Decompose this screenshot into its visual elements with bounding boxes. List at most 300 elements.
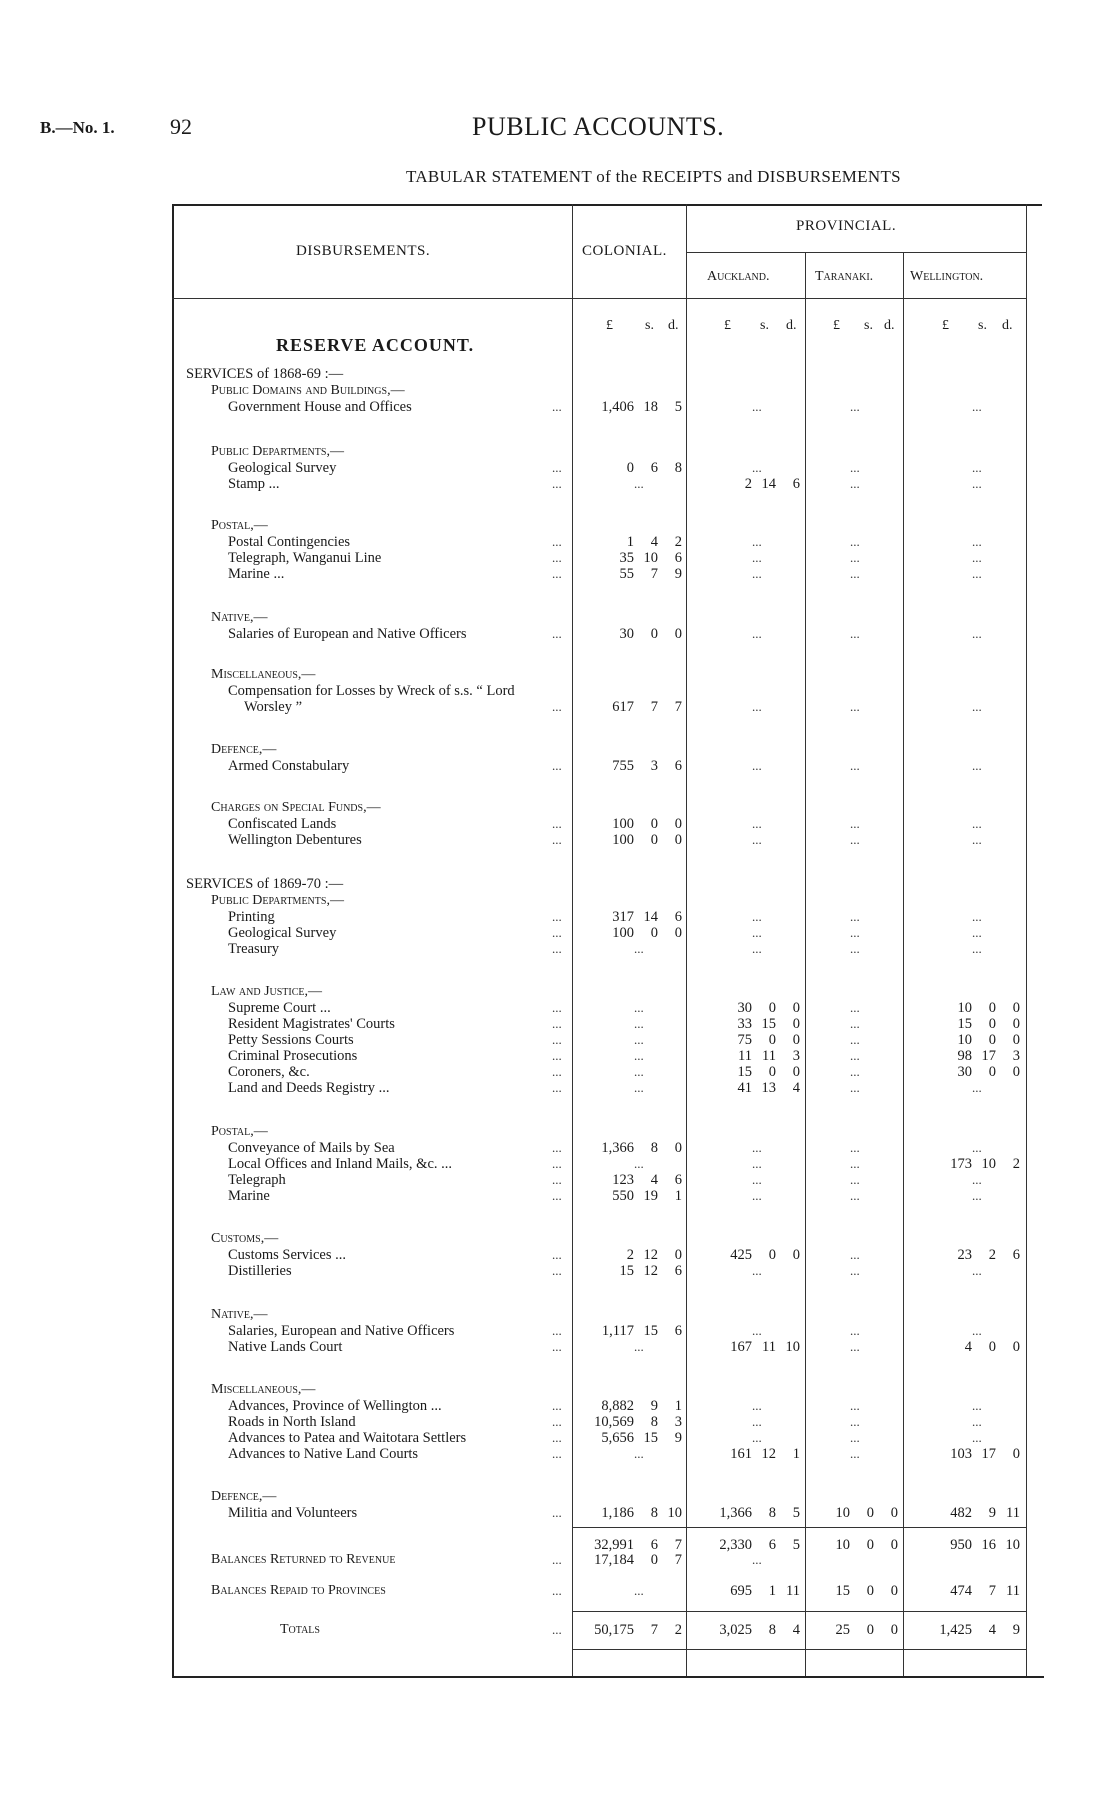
amount-pounds: 550 xyxy=(612,1188,634,1204)
rule-header-bottom xyxy=(172,298,1026,299)
amount-pence: 0 xyxy=(890,1505,898,1521)
amount-auck xyxy=(704,1016,800,1032)
amount-col xyxy=(586,816,682,832)
empty-cell-dots: ... xyxy=(752,566,762,581)
amount-shillings: 8 xyxy=(650,1414,658,1430)
amount-shillings: 0 xyxy=(650,626,658,642)
amount-tara xyxy=(802,1583,898,1599)
amount-pence: 6 xyxy=(674,1323,682,1339)
empty-cell-dots: ... xyxy=(972,1188,982,1203)
group-heading: Postal,— xyxy=(211,1124,268,1139)
amount-pounds: 2 xyxy=(626,1247,634,1263)
empty-cell-dots: ... xyxy=(972,566,982,581)
amount-well xyxy=(924,1156,1020,1172)
amount-pence: 0 xyxy=(674,816,682,832)
empty-cell-dots: ... xyxy=(850,1247,860,1262)
amount-well xyxy=(924,1000,1020,1016)
empty-cell-dots: ... xyxy=(634,1032,644,1047)
empty-cell-dots: ... xyxy=(850,1048,860,1063)
amount-pounds: 10,569 xyxy=(594,1414,634,1430)
leader-dots: ... xyxy=(552,699,562,714)
group-heading: Miscellaneous,— xyxy=(211,667,316,682)
empty-cell-dots: ... xyxy=(850,1188,860,1203)
amount-pence: 11 xyxy=(1006,1583,1020,1599)
amount-pence: 0 xyxy=(1012,1339,1020,1355)
empty-cell-dots: ... xyxy=(752,1263,762,1278)
amount-pounds: 173 xyxy=(950,1156,972,1172)
amount-shillings: 0 xyxy=(650,925,658,941)
empty-cell-dots: ... xyxy=(850,1140,860,1155)
amount-pence: 10 xyxy=(667,1505,682,1521)
amount-shillings: 3 xyxy=(650,758,658,774)
amount-shillings: 16 xyxy=(981,1537,996,1553)
empty-cell-dots: ... xyxy=(850,1446,860,1461)
unit-shilling: s. xyxy=(978,318,987,333)
empty-cell-dots: ... xyxy=(634,1339,644,1354)
group-heading: Customs,— xyxy=(211,1231,279,1246)
amount-well xyxy=(924,1032,1020,1048)
amount-pence: 7 xyxy=(674,1537,682,1553)
amount-pounds: 30 xyxy=(737,1000,752,1016)
amount-shillings: 0 xyxy=(866,1622,874,1638)
empty-cell-dots: ... xyxy=(850,1339,860,1354)
leader-dots: ... xyxy=(552,1000,562,1015)
row-label: Distilleries xyxy=(228,1263,292,1279)
empty-cell-dots: ... xyxy=(850,1000,860,1015)
page-number: 92 xyxy=(170,114,192,139)
leader-dots: ... xyxy=(552,1263,562,1278)
empty-cell-dots: ... xyxy=(850,550,860,565)
unit-pound: £ xyxy=(942,318,949,333)
amount-pence: 6 xyxy=(1012,1247,1020,1263)
amount-col xyxy=(586,832,682,848)
empty-cell-dots: ... xyxy=(850,1032,860,1047)
empty-cell-dots: ... xyxy=(972,1140,982,1155)
empty-cell-dots: ... xyxy=(634,1016,644,1031)
header-provincial: PROVINCIAL. xyxy=(796,218,897,234)
leader-dots: ... xyxy=(552,399,562,414)
rule-auckland xyxy=(686,204,687,1676)
leader-dots: ... xyxy=(552,1622,562,1637)
empty-cell-dots: ... xyxy=(850,476,860,491)
empty-cell-dots: ... xyxy=(634,476,644,491)
row-label: Printing xyxy=(228,909,275,925)
amount-well xyxy=(924,1247,1020,1263)
amount-shillings: 7 xyxy=(650,699,658,715)
leader-dots: ... xyxy=(552,534,562,549)
empty-cell-dots: ... xyxy=(850,460,860,475)
empty-cell-dots: ... xyxy=(972,816,982,831)
unit-pence: d. xyxy=(668,318,679,333)
empty-cell-dots: ... xyxy=(972,925,982,940)
empty-cell-dots: ... xyxy=(752,758,762,773)
group-heading: Law and Justice,— xyxy=(211,984,323,999)
document-reference: B.—No. 1. xyxy=(40,118,115,137)
amount-pence: 3 xyxy=(1012,1048,1020,1064)
amount-shillings: 0 xyxy=(768,1032,776,1048)
header-wellington: Wellington. xyxy=(910,269,984,284)
leader-dots: ... xyxy=(552,566,562,581)
amount-col xyxy=(586,1505,682,1521)
empty-cell-dots: ... xyxy=(850,534,860,549)
amount-shillings: 0 xyxy=(768,1000,776,1016)
leader-dots: ... xyxy=(552,1188,562,1203)
amount-shillings: 8 xyxy=(768,1622,776,1638)
amount-pence: 0 xyxy=(1012,1000,1020,1016)
empty-cell-dots: ... xyxy=(850,566,860,581)
amount-shillings: 0 xyxy=(988,1339,996,1355)
balances-returned-label: Balances Returned to Revenue xyxy=(211,1552,396,1567)
amount-shillings: 12 xyxy=(643,1263,658,1279)
row-label: Geological Survey xyxy=(228,925,337,941)
amount-shillings: 15 xyxy=(761,1016,776,1032)
empty-cell-dots: ... xyxy=(972,1172,982,1187)
amount-pence: 0 xyxy=(890,1537,898,1553)
amount-well xyxy=(924,1537,1020,1553)
leader-dots: ... xyxy=(552,941,562,956)
amount-pounds: 15 xyxy=(957,1016,972,1032)
amount-pence: 0 xyxy=(674,626,682,642)
amount-shillings: 10 xyxy=(643,550,658,566)
group-heading: Postal,— xyxy=(211,518,268,533)
amount-shillings: 15 xyxy=(643,1323,658,1339)
unit-pound: £ xyxy=(724,318,731,333)
leader-dots: ... xyxy=(552,460,562,475)
amount-shillings: 0 xyxy=(650,832,658,848)
amount-col xyxy=(586,626,682,642)
amount-pounds: 482 xyxy=(950,1505,972,1521)
unit-pound: £ xyxy=(833,318,840,333)
empty-cell-dots: ... xyxy=(752,1140,762,1155)
group-heading: Defence,— xyxy=(211,742,277,757)
empty-cell-dots: ... xyxy=(752,816,762,831)
amount-pence: 7 xyxy=(674,1552,682,1568)
amount-shillings: 0 xyxy=(650,1552,658,1568)
group-heading: Public Domains and Buildings,— xyxy=(211,383,405,398)
group-heading: Public Departments,— xyxy=(211,893,344,908)
unit-pound: £ xyxy=(606,318,613,333)
rule-total-bottom xyxy=(572,1649,1026,1650)
empty-cell-dots: ... xyxy=(634,1000,644,1015)
leader-dots: ... xyxy=(552,832,562,847)
empty-cell-dots: ... xyxy=(972,1080,982,1095)
amount-auck xyxy=(704,1339,800,1355)
amount-pence: 1 xyxy=(674,1398,682,1414)
group-heading: Public Departments,— xyxy=(211,444,344,459)
row-label: Salaries of European and Native Officers xyxy=(228,626,467,642)
amount-col xyxy=(586,1247,682,1263)
empty-cell-dots: ... xyxy=(972,1430,982,1445)
amount-pounds: 474 xyxy=(950,1583,972,1599)
amount-pence: 5 xyxy=(792,1505,800,1521)
amount-pounds: 123 xyxy=(612,1172,634,1188)
empty-cell-dots: ... xyxy=(850,1080,860,1095)
rule-colonial xyxy=(572,204,573,1676)
amount-pence: 0 xyxy=(674,1247,682,1263)
amount-pence: 0 xyxy=(792,1032,800,1048)
amount-pounds: 950 xyxy=(950,1537,972,1553)
amount-pounds: 30 xyxy=(619,626,634,642)
amount-pence: 4 xyxy=(792,1622,800,1638)
amount-pounds: 103 xyxy=(950,1446,972,1462)
empty-cell-dots: ... xyxy=(850,626,860,641)
empty-cell-dots: ... xyxy=(850,1064,860,1079)
row-label: Postal Contingencies xyxy=(228,534,351,550)
empty-cell-dots: ... xyxy=(850,758,860,773)
amount-pounds: 25 xyxy=(835,1622,850,1638)
amount-well xyxy=(924,1064,1020,1080)
empty-cell-dots: ... xyxy=(752,460,762,475)
unit-pence: d. xyxy=(1002,318,1013,333)
amount-pence: 5 xyxy=(792,1537,800,1553)
amount-pounds: 1 xyxy=(626,534,634,550)
amount-pounds: 3,025 xyxy=(719,1622,752,1638)
amount-pence: 10 xyxy=(785,1339,800,1355)
amount-col xyxy=(586,699,682,715)
leader-dots: ... xyxy=(552,1583,562,1598)
amount-pounds: 17,184 xyxy=(594,1552,634,1568)
amount-shillings: 11 xyxy=(762,1339,776,1355)
header-taranaki: Taranaki. xyxy=(815,269,874,284)
amount-well xyxy=(924,1446,1020,1462)
amount-pounds: 50,175 xyxy=(594,1622,634,1638)
amount-col xyxy=(586,1552,682,1568)
amount-auck xyxy=(704,1000,800,1016)
empty-cell-dots: ... xyxy=(972,758,982,773)
amount-pounds: 10 xyxy=(957,1032,972,1048)
row-label: Criminal Prosecutions xyxy=(228,1048,358,1064)
amount-tara xyxy=(802,1505,898,1521)
amount-shillings: 7 xyxy=(988,1583,996,1599)
amount-pounds: 1,406 xyxy=(601,399,634,415)
services-heading: SERVICES of 1869-70 :— xyxy=(186,876,344,892)
amount-pence: 6 xyxy=(674,1172,682,1188)
amount-pence: 6 xyxy=(792,476,800,492)
amount-tara xyxy=(802,1537,898,1553)
row-label: Roads in North Island xyxy=(228,1414,356,1430)
amount-pence: 9 xyxy=(674,566,682,582)
amount-pounds: 617 xyxy=(612,699,634,715)
amount-well xyxy=(924,1016,1020,1032)
leader-dots: ... xyxy=(552,1140,562,1155)
amount-pounds: 23 xyxy=(957,1247,972,1263)
empty-cell-dots: ... xyxy=(972,941,982,956)
amount-pence: 0 xyxy=(1012,1446,1020,1462)
row-label: Geological Survey xyxy=(228,460,337,476)
amount-well xyxy=(924,1583,1020,1599)
amount-shillings: 8 xyxy=(650,1505,658,1521)
empty-cell-dots: ... xyxy=(972,460,982,475)
amount-pounds: 15 xyxy=(737,1064,752,1080)
amount-shillings: 8 xyxy=(650,1140,658,1156)
amount-col xyxy=(586,1188,682,1204)
empty-cell-dots: ... xyxy=(850,816,860,831)
rule-taranaki xyxy=(805,252,806,1676)
row-label: Salaries, European and Native Officers xyxy=(228,1323,455,1339)
table-subtitle: TABULAR STATEMENT of the RECEIPTS and DISBURSEMENTS xyxy=(406,167,901,186)
rule-provincial xyxy=(686,252,1026,253)
leader-dots: ... xyxy=(552,1080,562,1095)
amount-well xyxy=(924,1622,1020,1638)
leader-dots: ... xyxy=(552,476,562,491)
balances-repaid-label: Balances Repaid to Provinces xyxy=(211,1583,386,1598)
leader-dots: ... xyxy=(552,909,562,924)
empty-cell-dots: ... xyxy=(972,399,982,414)
amount-pence: 6 xyxy=(674,758,682,774)
amount-auck xyxy=(704,1247,800,1263)
unit-pence: d. xyxy=(884,318,895,333)
amount-pence: 9 xyxy=(674,1430,682,1446)
amount-shillings: 0 xyxy=(768,1064,776,1080)
group-heading: Native,— xyxy=(211,1307,268,1322)
services-heading: SERVICES of 1868-69 :— xyxy=(186,366,344,382)
amount-shillings: 0 xyxy=(988,1000,996,1016)
empty-cell-dots: ... xyxy=(972,476,982,491)
amount-col xyxy=(586,1537,682,1553)
empty-cell-dots: ... xyxy=(972,699,982,714)
empty-cell-dots: ... xyxy=(752,925,762,940)
leader-dots: ... xyxy=(552,1016,562,1031)
empty-cell-dots: ... xyxy=(850,1263,860,1278)
amount-shillings: 9 xyxy=(650,1398,658,1414)
empty-cell-dots: ... xyxy=(972,1323,982,1338)
empty-cell-dots: ... xyxy=(752,941,762,956)
amount-shillings: 12 xyxy=(761,1446,776,1462)
amount-pence: 0 xyxy=(674,1140,682,1156)
empty-cell-dots: ... xyxy=(972,1398,982,1413)
amount-pounds: 1,366 xyxy=(601,1140,634,1156)
empty-cell-dots: ... xyxy=(752,534,762,549)
row-label: Local Offices and Inland Mails, &c. ... xyxy=(228,1156,453,1172)
leader-dots: ... xyxy=(552,925,562,940)
amount-col xyxy=(586,1622,682,1638)
amount-pounds: 15 xyxy=(619,1263,634,1279)
amount-col xyxy=(586,1140,682,1156)
leader-dots: ... xyxy=(552,1323,562,1338)
header-disbursements: DISBURSEMENTS. xyxy=(296,243,431,259)
amount-pounds: 10 xyxy=(957,1000,972,1016)
leader-dots: ... xyxy=(552,626,562,641)
amount-col xyxy=(586,1323,682,1339)
amount-pounds: 1,186 xyxy=(601,1505,634,1521)
amount-pounds: 1,117 xyxy=(601,1323,634,1339)
header-colonial: COLONIAL. xyxy=(582,243,667,259)
leader-dots: ... xyxy=(552,1048,562,1063)
amount-col xyxy=(586,1430,682,1446)
amount-col xyxy=(586,399,682,415)
amount-col xyxy=(586,1263,682,1279)
empty-cell-dots: ... xyxy=(850,699,860,714)
empty-cell-dots: ... xyxy=(752,1172,762,1187)
empty-cell-dots: ... xyxy=(634,1048,644,1063)
row-label: Native Lands Court xyxy=(228,1339,343,1355)
empty-cell-dots: ... xyxy=(752,1323,762,1338)
amount-shillings: 2 xyxy=(988,1247,996,1263)
amount-pounds: 55 xyxy=(619,566,634,582)
amount-col xyxy=(586,1414,682,1430)
empty-cell-dots: ... xyxy=(752,1552,762,1567)
amount-shillings: 12 xyxy=(643,1247,658,1263)
empty-cell-dots: ... xyxy=(972,1263,982,1278)
amount-auck xyxy=(704,1505,800,1521)
amount-pounds: 11 xyxy=(738,1048,752,1064)
leader-dots: ... xyxy=(552,1430,562,1445)
amount-pence: 0 xyxy=(890,1583,898,1599)
leader-dots: ... xyxy=(552,1398,562,1413)
row-label: Stamp ... xyxy=(228,476,280,492)
page-title: PUBLIC ACCOUNTS. xyxy=(472,112,725,141)
amount-pounds: 2,330 xyxy=(719,1537,752,1553)
row-label: Land and Deeds Registry ... xyxy=(228,1080,390,1096)
leader-dots: ... xyxy=(552,1172,562,1187)
group-heading: Defence,— xyxy=(211,1489,277,1504)
amount-col xyxy=(586,550,682,566)
empty-cell-dots: ... xyxy=(850,1323,860,1338)
amount-shillings: 0 xyxy=(866,1505,874,1521)
amount-col xyxy=(586,758,682,774)
empty-cell-dots: ... xyxy=(752,399,762,414)
row-label: Telegraph xyxy=(228,1172,286,1188)
amount-tara xyxy=(802,1622,898,1638)
row-label: Coroners, &c. xyxy=(228,1064,310,1080)
leader-dots: ... xyxy=(552,1414,562,1429)
amount-auck xyxy=(704,1048,800,1064)
leader-dots: ... xyxy=(552,758,562,773)
amount-shillings: 9 xyxy=(988,1505,996,1521)
empty-cell-dots: ... xyxy=(752,909,762,924)
amount-pounds: 0 xyxy=(626,460,634,476)
empty-cell-dots: ... xyxy=(752,1430,762,1445)
leader-dots: ... xyxy=(552,1064,562,1079)
amount-shillings: 1 xyxy=(768,1583,776,1599)
amount-pence: 1 xyxy=(792,1446,800,1462)
amount-shillings: 0 xyxy=(988,1032,996,1048)
empty-cell-dots: ... xyxy=(850,909,860,924)
amount-pounds: 35 xyxy=(619,550,634,566)
amount-shillings: 19 xyxy=(643,1188,658,1204)
leader-dots: ... xyxy=(552,550,562,565)
leader-dots: ... xyxy=(552,1247,562,1262)
row-label: Advances, Province of Wellington ... xyxy=(228,1398,442,1414)
amount-auck xyxy=(704,1032,800,1048)
amount-auck xyxy=(704,1622,800,1638)
amount-auck xyxy=(704,1446,800,1462)
unit-shilling: s. xyxy=(864,318,873,333)
empty-cell-dots: ... xyxy=(972,550,982,565)
empty-cell-dots: ... xyxy=(634,1064,644,1079)
amount-shillings: 13 xyxy=(761,1080,776,1096)
amount-pence: 10 xyxy=(1005,1537,1020,1553)
amount-shillings: 17 xyxy=(981,1048,996,1064)
amount-shillings: 4 xyxy=(650,1172,658,1188)
group-heading: Native,— xyxy=(211,610,268,625)
empty-cell-dots: ... xyxy=(850,925,860,940)
amount-pounds: 1,366 xyxy=(719,1505,752,1521)
empty-cell-dots: ... xyxy=(850,399,860,414)
amount-shillings: 10 xyxy=(981,1156,996,1172)
leader-dots: ... xyxy=(552,1552,562,1567)
amount-shillings: 6 xyxy=(650,1537,658,1553)
amount-pence: 1 xyxy=(674,1188,682,1204)
amount-pence: 6 xyxy=(674,550,682,566)
amount-pounds: 8,882 xyxy=(601,1398,634,1414)
amount-shillings: 0 xyxy=(988,1064,996,1080)
amount-pounds: 425 xyxy=(730,1247,752,1263)
unit-shilling: s. xyxy=(645,318,654,333)
amount-shillings: 0 xyxy=(988,1016,996,1032)
amount-auck xyxy=(704,1080,800,1096)
amount-pence: 11 xyxy=(786,1583,800,1599)
